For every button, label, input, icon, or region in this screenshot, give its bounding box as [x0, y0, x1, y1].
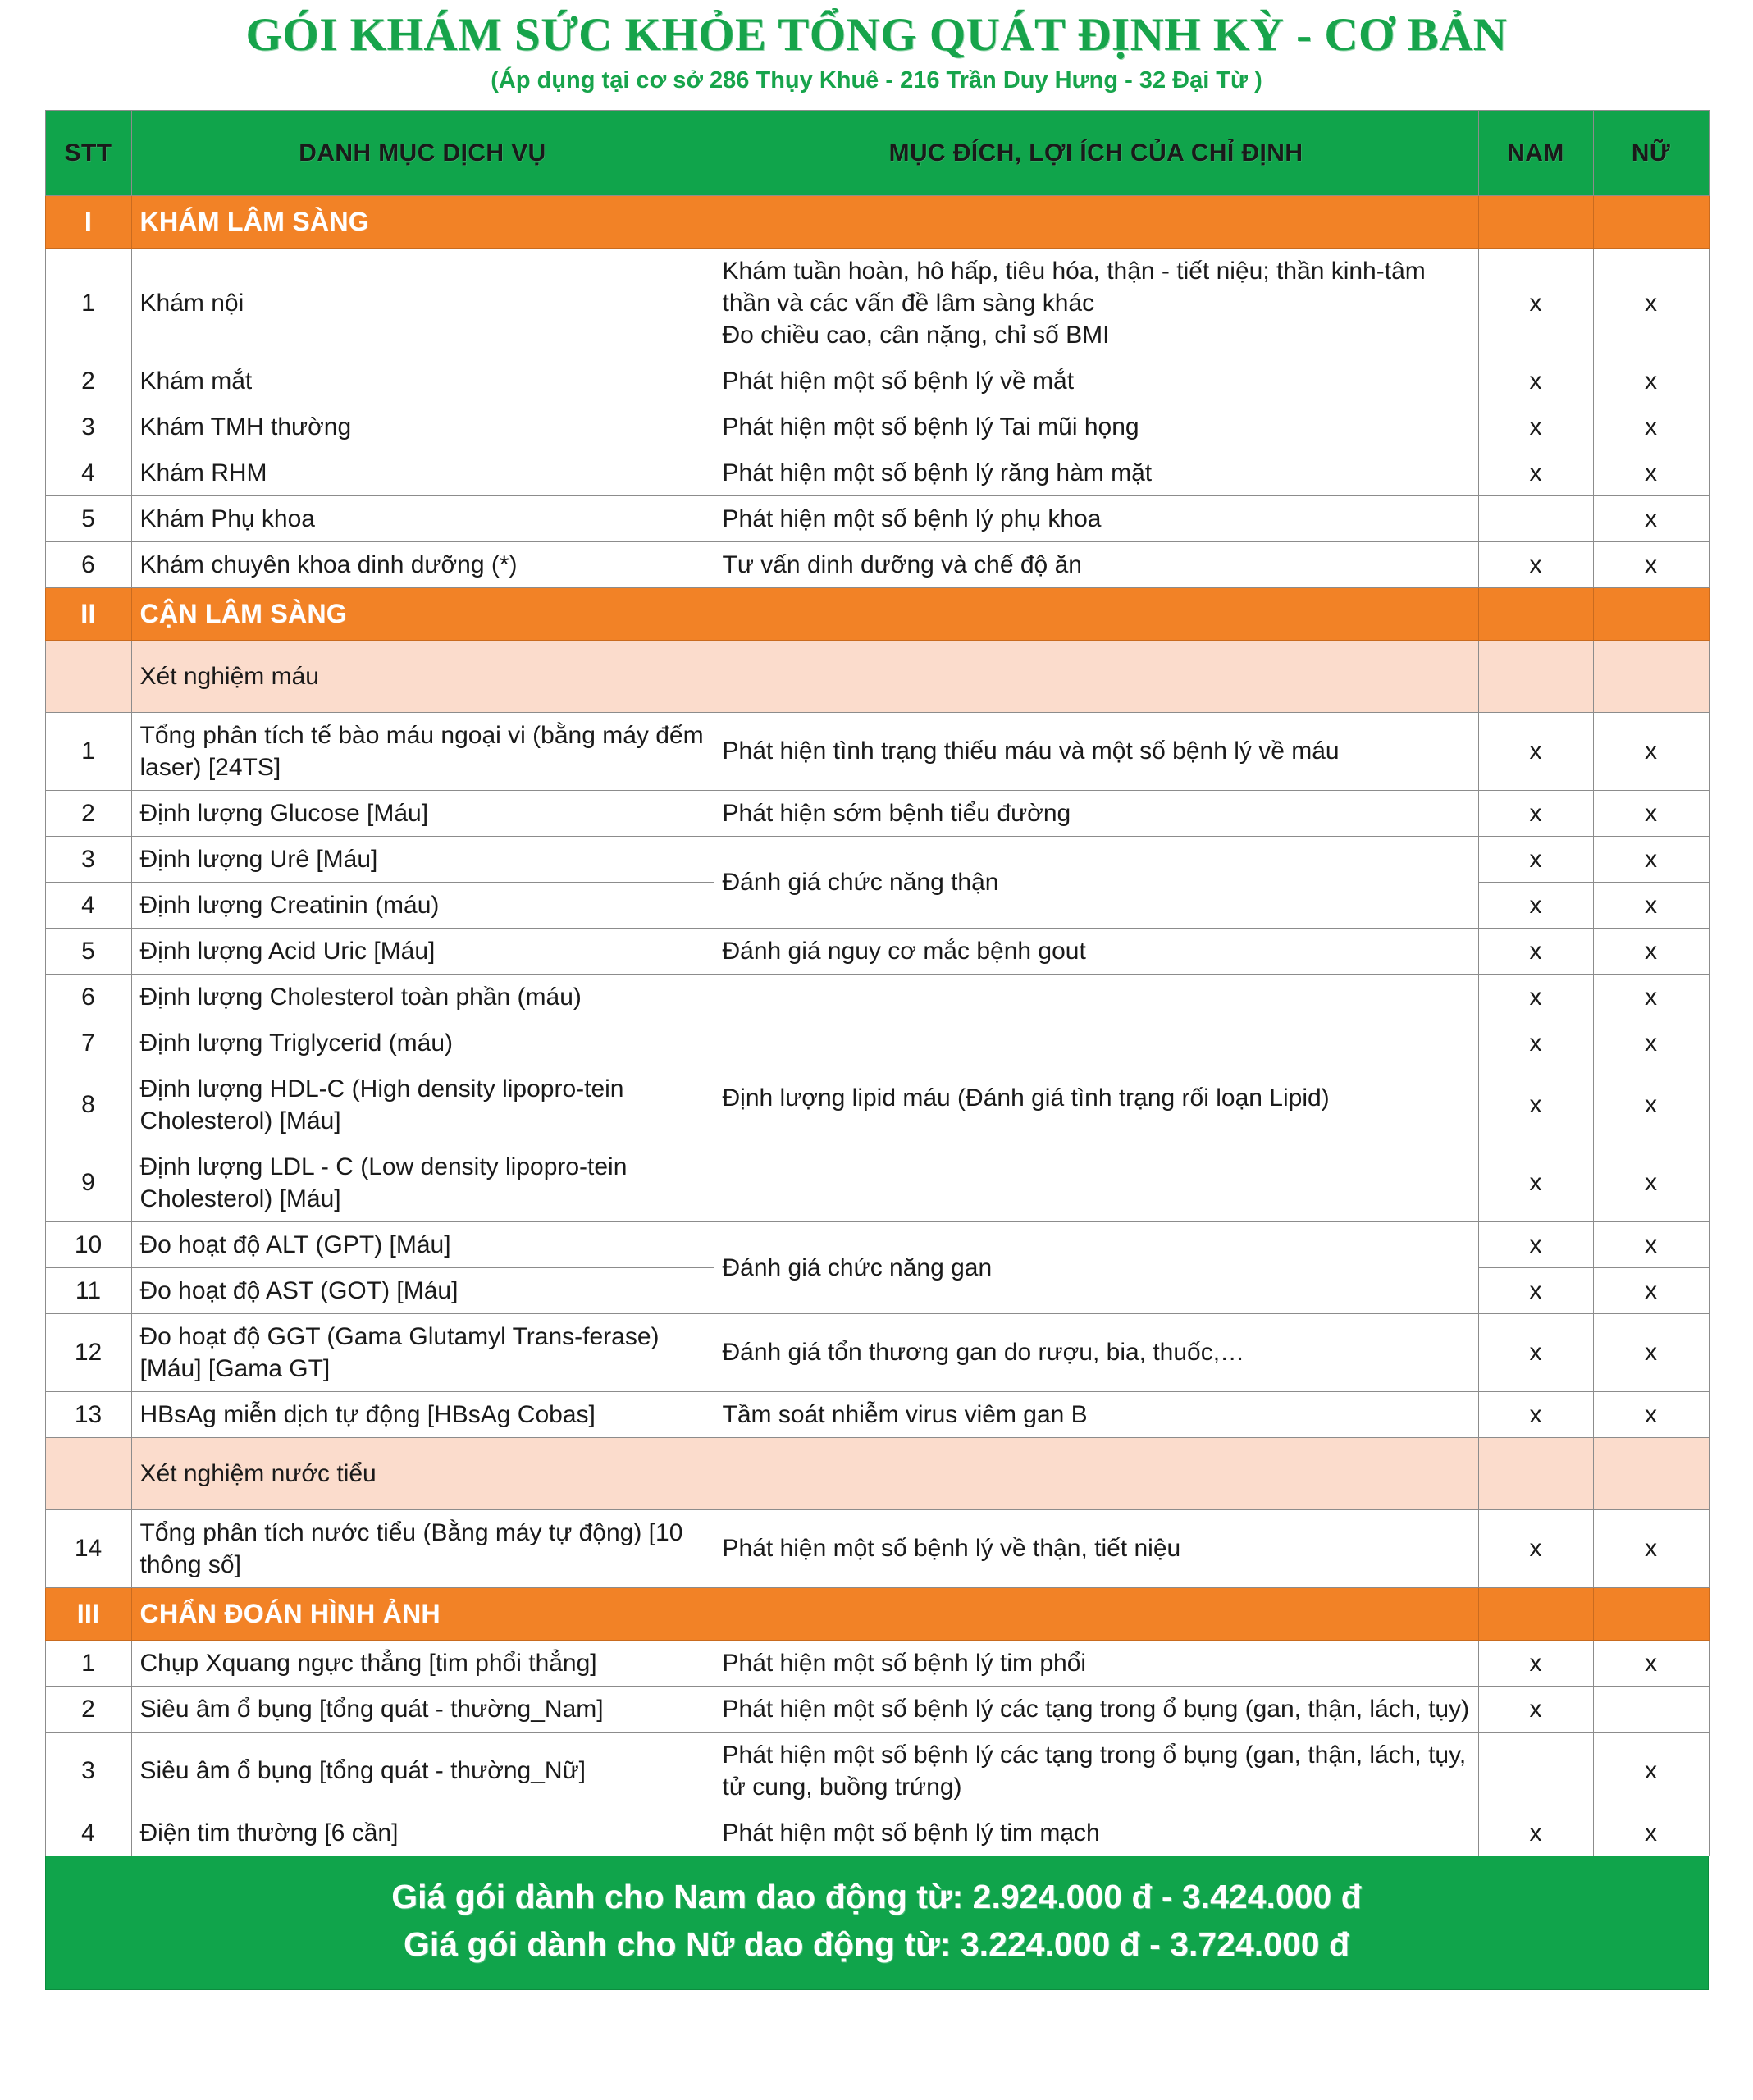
- subgroup-header-row: [45, 1437, 1709, 1509]
- row-stt: 12: [45, 1313, 131, 1391]
- subgroup-label: Xét nghiệm nước tiểu: [131, 1437, 714, 1509]
- row-stt: 1: [45, 1640, 131, 1686]
- subgroup-purpose-spacer: [714, 1437, 1478, 1509]
- row-service: Đo hoạt độ GGT (Gama Glutamyl Trans-ferase) [Máu] [Gama GT]: [131, 1313, 714, 1391]
- row-purpose: Phát hiện một số bệnh lý tim mạch: [714, 1810, 1478, 1856]
- row-mark-nu: x: [1593, 1313, 1709, 1391]
- table-row: [45, 1221, 1709, 1267]
- section-spacer-nu: [1593, 587, 1709, 640]
- row-stt: 3: [45, 1732, 131, 1810]
- section-header-row: [45, 587, 1709, 640]
- row-mark-nam: [1478, 1732, 1593, 1810]
- table-row: [45, 1313, 1709, 1391]
- row-mark-nu: x: [1593, 928, 1709, 974]
- section-spacer-purpose: [714, 587, 1478, 640]
- row-service: Siêu âm ổ bụng [tổng quát - thường_Nam]: [131, 1686, 714, 1732]
- row-mark-nam: x: [1478, 1020, 1593, 1066]
- table-row: [45, 450, 1709, 495]
- table-row: [45, 712, 1709, 790]
- row-mark-nam: x: [1478, 1509, 1593, 1587]
- row-service: Định lượng Triglycerid (máu): [131, 1020, 714, 1066]
- subgroup-purpose-spacer: [714, 640, 1478, 712]
- table-row: [45, 404, 1709, 450]
- row-purpose-line: Đo chiều cao, cân nặng, chỉ số BMI: [722, 321, 1110, 349]
- row-purpose-merged: Định lượng lipid máu (Đánh giá tình trạng rối loạn Lipid): [714, 974, 1478, 1221]
- row-mark-nu: x: [1593, 358, 1709, 404]
- row-mark-nam: x: [1478, 1391, 1593, 1437]
- subgroup-header-row: [45, 640, 1709, 712]
- row-stt: 7: [45, 1020, 131, 1066]
- row-mark-nam: x: [1478, 974, 1593, 1020]
- table-row: [45, 974, 1709, 1020]
- price-female: Giá gói dành cho Nữ dao động từ: 3.224.000 đ - 3.724.000 đ: [404, 1925, 1349, 1964]
- table-row: [45, 836, 1709, 882]
- row-purpose: Phát hiện một số bệnh lý về thận, tiết niệu: [714, 1509, 1478, 1587]
- row-purpose: Phát hiện tình trạng thiếu máu và một số bệnh lý về máu: [714, 712, 1478, 790]
- section-spacer-nu: [1593, 1587, 1709, 1640]
- subgroup-nu-spacer: [1593, 640, 1709, 712]
- row-service: Đo hoạt độ AST (GOT) [Máu]: [131, 1267, 714, 1313]
- table-row: [45, 495, 1709, 541]
- row-service: Định lượng HDL-C (High density lipopro-tein Cholesterol) [Máu]: [131, 1066, 714, 1144]
- row-service: Định lượng LDL - C (Low density lipopro-tein Cholesterol) [Máu]: [131, 1144, 714, 1221]
- row-mark-nu: x: [1593, 404, 1709, 450]
- row-mark-nu: [1593, 1686, 1709, 1732]
- row-stt: 8: [45, 1066, 131, 1144]
- section-header-row: [45, 195, 1709, 248]
- row-mark-nam: x: [1478, 928, 1593, 974]
- row-mark-nam: x: [1478, 1810, 1593, 1856]
- row-purpose: Đánh giá tổn thương gan do rượu, bia, thuốc,…: [714, 1313, 1478, 1391]
- row-stt: 3: [45, 836, 131, 882]
- row-mark-nam: x: [1478, 790, 1593, 836]
- section-spacer-purpose: [714, 1587, 1478, 1640]
- row-mark-nu: x: [1593, 882, 1709, 928]
- row-stt: 3: [45, 404, 131, 450]
- page-subtitle: (Áp dụng tại cơ sở 286 Thụy Khuê - 216 Trần Duy Hưng - 32 Đại Từ ): [491, 66, 1262, 94]
- table-row: [45, 1640, 1709, 1686]
- subgroup-stt-spacer: [45, 640, 131, 712]
- row-stt: 2: [45, 358, 131, 404]
- table-row: [45, 1810, 1709, 1856]
- row-mark-nam: x: [1478, 712, 1593, 790]
- section-header-row: [45, 1587, 1709, 1640]
- row-stt: 6: [45, 974, 131, 1020]
- table-row: [45, 1391, 1709, 1437]
- row-stt: 14: [45, 1509, 131, 1587]
- row-service: Định lượng Urê [Máu]: [131, 836, 714, 882]
- row-service: Chụp Xquang ngực thẳng [tim phổi thẳng]: [131, 1640, 714, 1686]
- section-spacer-nam: [1478, 1587, 1593, 1640]
- row-mark-nam: x: [1478, 541, 1593, 587]
- row-service: Tổng phân tích tế bào máu ngoại vi (bằng máy đếm laser) [24TS]: [131, 712, 714, 790]
- row-service: Khám Phụ khoa: [131, 495, 714, 541]
- row-mark-nu: x: [1593, 712, 1709, 790]
- row-stt: 1: [45, 712, 131, 790]
- row-mark-nam: x: [1478, 1686, 1593, 1732]
- section-title: KHÁM LÂM SÀNG: [131, 195, 714, 248]
- row-service: HBsAg miễn dịch tự động [HBsAg Cobas]: [131, 1391, 714, 1437]
- table-row: [45, 1686, 1709, 1732]
- row-purpose: Phát hiện một số bệnh lý răng hàm mặt: [714, 450, 1478, 495]
- row-mark-nam: x: [1478, 450, 1593, 495]
- row-mark-nam: x: [1478, 404, 1593, 450]
- row-mark-nu: x: [1593, 974, 1709, 1020]
- row-mark-nu: x: [1593, 248, 1709, 358]
- row-stt: 6: [45, 541, 131, 587]
- row-mark-nu: x: [1593, 1391, 1709, 1437]
- row-mark-nu: x: [1593, 495, 1709, 541]
- row-mark-nu: x: [1593, 1221, 1709, 1267]
- row-stt: 4: [45, 450, 131, 495]
- row-service: Định lượng Cholesterol toàn phần (máu): [131, 974, 714, 1020]
- table-row: [45, 1732, 1709, 1810]
- row-mark-nu: x: [1593, 1020, 1709, 1066]
- section-numeral: II: [45, 587, 131, 640]
- row-mark-nam: x: [1478, 1144, 1593, 1221]
- table-header-row: [45, 110, 1709, 195]
- row-mark-nu: x: [1593, 1066, 1709, 1144]
- row-mark-nam: x: [1478, 836, 1593, 882]
- row-purpose-line: Khám tuần hoàn, hô hấp, tiêu hóa, thận - tiết niệu; thần kinh-tâm thần và các vấn đề lâm sàng khác: [722, 257, 1426, 317]
- row-mark-nam: x: [1478, 882, 1593, 928]
- table-row: [45, 541, 1709, 587]
- row-stt: 11: [45, 1267, 131, 1313]
- col-header-purpose: MỤC ĐÍCH, LỢI ÍCH CỦA CHỈ ĐỊNH: [714, 110, 1478, 195]
- row-service: Định lượng Glucose [Máu]: [131, 790, 714, 836]
- row-mark-nu: x: [1593, 1810, 1709, 1856]
- row-mark-nu: x: [1593, 790, 1709, 836]
- section-spacer-purpose: [714, 195, 1478, 248]
- row-purpose: Phát hiện một số bệnh lý các tạng trong ổ bụng (gan, thận, lách, tụy, tử cung, buồng trứng): [714, 1732, 1478, 1810]
- table-row: [45, 248, 1709, 358]
- row-purpose: Đánh giá nguy cơ mắc bệnh gout: [714, 928, 1478, 974]
- row-stt: 4: [45, 1810, 131, 1856]
- row-mark-nu: x: [1593, 541, 1709, 587]
- row-mark-nam: x: [1478, 1313, 1593, 1391]
- row-mark-nu: x: [1593, 1640, 1709, 1686]
- row-stt: 5: [45, 495, 131, 541]
- row-service: Khám chuyên khoa dinh dưỡng (*): [131, 541, 714, 587]
- row-mark-nu: x: [1593, 1732, 1709, 1810]
- row-mark-nu: x: [1593, 1267, 1709, 1313]
- row-stt: 1: [45, 248, 131, 358]
- row-purpose-merged: Đánh giá chức năng thận: [714, 836, 1478, 928]
- row-purpose: Tư vấn dinh dưỡng và chế độ ăn: [714, 541, 1478, 587]
- row-mark-nam: x: [1478, 1267, 1593, 1313]
- row-purpose: Phát hiện một số bệnh lý các tạng trong ổ bụng (gan, thận, lách, tụy): [714, 1686, 1478, 1732]
- row-stt: 9: [45, 1144, 131, 1221]
- row-service: Đo hoạt độ ALT (GPT) [Máu]: [131, 1221, 714, 1267]
- row-mark-nam: x: [1478, 248, 1593, 358]
- subgroup-nu-spacer: [1593, 1437, 1709, 1509]
- row-purpose: Phát hiện sớm bệnh tiểu đường: [714, 790, 1478, 836]
- row-purpose: Phát hiện một số bệnh lý Tai mũi họng: [714, 404, 1478, 450]
- row-purpose-merged: Đánh giá chức năng gan: [714, 1221, 1478, 1313]
- row-mark-nu: x: [1593, 1509, 1709, 1587]
- row-mark-nu: x: [1593, 450, 1709, 495]
- services-table: [45, 110, 1710, 1856]
- row-service: Định lượng Acid Uric [Máu]: [131, 928, 714, 974]
- subgroup-nam-spacer: [1478, 1437, 1593, 1509]
- price-male: Giá gói dành cho Nam dao động từ: 2.924.000 đ - 3.424.000 đ: [391, 1877, 1362, 1915]
- row-purpose: [714, 248, 1478, 358]
- row-service: Khám mắt: [131, 358, 714, 404]
- section-spacer-nam: [1478, 195, 1593, 248]
- row-service: Khám nội: [131, 248, 714, 358]
- table-row: [45, 928, 1709, 974]
- row-stt: 2: [45, 790, 131, 836]
- section-spacer-nu: [1593, 195, 1709, 248]
- row-stt: 10: [45, 1221, 131, 1267]
- section-numeral: III: [45, 1587, 131, 1640]
- row-mark-nam: x: [1478, 1221, 1593, 1267]
- table-row: [45, 358, 1709, 404]
- table-header: [45, 110, 1709, 195]
- price-footer: [45, 1856, 1709, 1990]
- section-spacer-nam: [1478, 587, 1593, 640]
- services-table-wrap: [45, 110, 1709, 1856]
- row-mark-nam: [1478, 495, 1593, 541]
- section-title: CHẨN ĐOÁN HÌNH ẢNH: [131, 1587, 714, 1640]
- row-purpose: Phát hiện một số bệnh lý phụ khoa: [714, 495, 1478, 541]
- row-purpose: Phát hiện một số bệnh lý về mắt: [714, 358, 1478, 404]
- col-header-service: DANH MỤC DỊCH VỤ: [131, 110, 714, 195]
- table-row: [45, 1509, 1709, 1587]
- row-mark-nu: x: [1593, 1144, 1709, 1221]
- row-purpose: Tầm soát nhiễm virus viêm gan B: [714, 1391, 1478, 1437]
- row-mark-nam: x: [1478, 1066, 1593, 1144]
- row-service: Định lượng Creatinin (máu): [131, 882, 714, 928]
- section-title: CẬN LÂM SÀNG: [131, 587, 714, 640]
- title-block: [0, 0, 1753, 95]
- table-row: [45, 790, 1709, 836]
- row-service: Khám TMH thường: [131, 404, 714, 450]
- col-header-nam: NAM: [1478, 110, 1593, 195]
- row-service: Siêu âm ổ bụng [tổng quát - thường_Nữ]: [131, 1732, 714, 1810]
- row-service: Điện tim thường [6 cần]: [131, 1810, 714, 1856]
- subgroup-label: Xét nghiệm máu: [131, 640, 714, 712]
- page-title: GÓI KHÁM SỨC KHỎE TỔNG QUÁT ĐỊNH KỲ - CƠ BẢN: [245, 9, 1508, 61]
- row-service: Khám RHM: [131, 450, 714, 495]
- table-body: [45, 195, 1709, 1856]
- row-stt: 5: [45, 928, 131, 974]
- row-stt: 13: [45, 1391, 131, 1437]
- row-service: Tổng phân tích nước tiểu (Bằng máy tự động) [10 thông số]: [131, 1509, 714, 1587]
- subgroup-stt-spacer: [45, 1437, 131, 1509]
- row-mark-nam: x: [1478, 358, 1593, 404]
- row-mark-nam: x: [1478, 1640, 1593, 1686]
- col-header-nu: NỮ: [1593, 110, 1709, 195]
- row-stt: 2: [45, 1686, 131, 1732]
- subgroup-nam-spacer: [1478, 640, 1593, 712]
- row-stt: 4: [45, 882, 131, 928]
- section-numeral: I: [45, 195, 131, 248]
- row-mark-nu: x: [1593, 836, 1709, 882]
- col-header-stt: STT: [45, 110, 131, 195]
- row-purpose: Phát hiện một số bệnh lý tim phổi: [714, 1640, 1478, 1686]
